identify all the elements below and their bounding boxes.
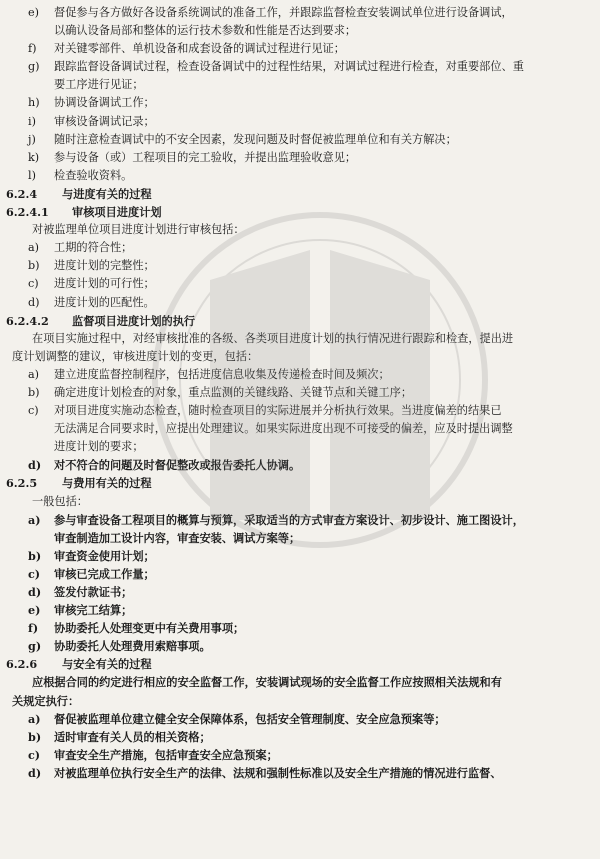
paragraph-continuation: 关规定执行： [12, 693, 80, 708]
list-item: a) 督促被监理单位建立健全安全保障体系，包括安全管理制度、安全应急预案等； [28, 711, 446, 726]
list-item-continuation: 以确认设备局部和整体的运行技术参数和性能是否达到要求； [54, 24, 357, 38]
list-item: b) 适时审查有关人员的相关资格； [28, 729, 211, 744]
list-item: d) 对不符合的问题及时督促整改或报告委托人协调。 [28, 458, 301, 473]
list-item: h) 协调设备调试工作； [28, 96, 155, 110]
list-item: b) 确定进度计划检查的对象，重点监测的关键线路、关键节点和关键工序； [28, 385, 413, 399]
paragraph: 一般包括： [32, 494, 88, 508]
list-item: c) 进度计划的可行性； [28, 277, 155, 291]
paragraph: 对被监理单位项目进度计划进行审核包括： [32, 223, 245, 237]
list-item: a) 参与审查设备工程项目的概算与预算，采取适当的方式审查方案设计、初步设计、施工图设计， [28, 512, 524, 527]
paragraph: 在项目实施过程中，对经审核批准的各级、各类项目进度计划的执行情况进行跟踪和检查，提出进 [32, 331, 514, 345]
paragraph-continuation: 度计划调整的建议，审核进度计划的变更，包括： [12, 349, 259, 363]
section-heading: 6.2.4 与进度有关的过程 [6, 186, 152, 201]
list-item-continuation: 要工序进行见证； [54, 78, 144, 92]
list-item: a) 工期的符合性； [28, 241, 133, 255]
subsection-heading: 6.2.4.2 监督项目进度计划的执行 [6, 313, 196, 328]
list-item: j) 随时注意检查调试中的不安全因素，发现问题及时督促被监理单位和有关方解决； [28, 132, 457, 146]
list-item: e) 审核完工结算； [28, 603, 133, 618]
document-body [6, 4, 590, 782]
list-item: d) 对被监理单位执行安全生产的法律、法规和强制性标准以及安全生产措施的情况进行监督、 [28, 765, 502, 780]
list-item: f) 协助委托人处理变更中有关费用事项； [28, 621, 245, 636]
section-heading: 6.2.5 与费用有关的过程 [6, 476, 152, 491]
subsection-heading: 6.2.4.1 审核项目进度计划 [6, 205, 162, 220]
list-item-continuation: 审查制造加工设计内容，审查安装、调试方案等； [54, 530, 301, 545]
paragraph: 应根据合同的约定进行相应的安全监督工作，安装调试现场的安全监督工作应按照相关法规和有 [32, 675, 502, 690]
list-item: b) 进度计划的完整性； [28, 259, 155, 273]
list-item: k) 参与设备（或）工程项目的完工验收，并提出监理验收意见； [28, 150, 357, 164]
list-item: g) 跟踪监督设备调试过程，检查设备调试中的过程性结果，对调试过程进行检查，对重要部位、重 [28, 60, 524, 74]
list-item: a) 建立进度监督控制程序，包括进度信息收集及传递检查时间及频次； [28, 367, 390, 381]
list-item-continuation: 无法满足合同要求时，应提出处理建议。如果实际进度出现不可接受的偏差，应及时提出调整 [54, 422, 513, 436]
list-item: g) 协助委托人处理费用索赔事项。 [28, 639, 211, 654]
list-item-continuation: 进度计划的要求； [54, 440, 144, 454]
list-item: i) 审核设备调试记录； [28, 114, 155, 128]
list-item: d) 进度计划的匹配性。 [28, 295, 155, 309]
list-item: c) 对项目进度实施动态检查，随时检查项目的实际进展并分析执行效果。当进度偏差的结果已 [28, 404, 502, 418]
list-item: f) 对关键零部件、单机设备和成套设备的调试过程进行见证； [28, 42, 345, 56]
list-item: b) 审查资金使用计划； [28, 548, 155, 563]
list-item: e) 督促参与各方做好各设备系统调试的准备工作，并跟踪监督检查安装调试单位进行设备调试， [28, 6, 513, 19]
list-item: c) 审核已完成工作量； [28, 566, 155, 581]
section-heading: 6.2.6 与安全有关的过程 [6, 657, 152, 672]
list-item: c) 审查安全生产措施，包括审查安全应急预案； [28, 747, 278, 762]
list-item: l) 检查验收资料。 [28, 168, 133, 182]
list-item: d) 签发付款证书； [28, 585, 133, 599]
